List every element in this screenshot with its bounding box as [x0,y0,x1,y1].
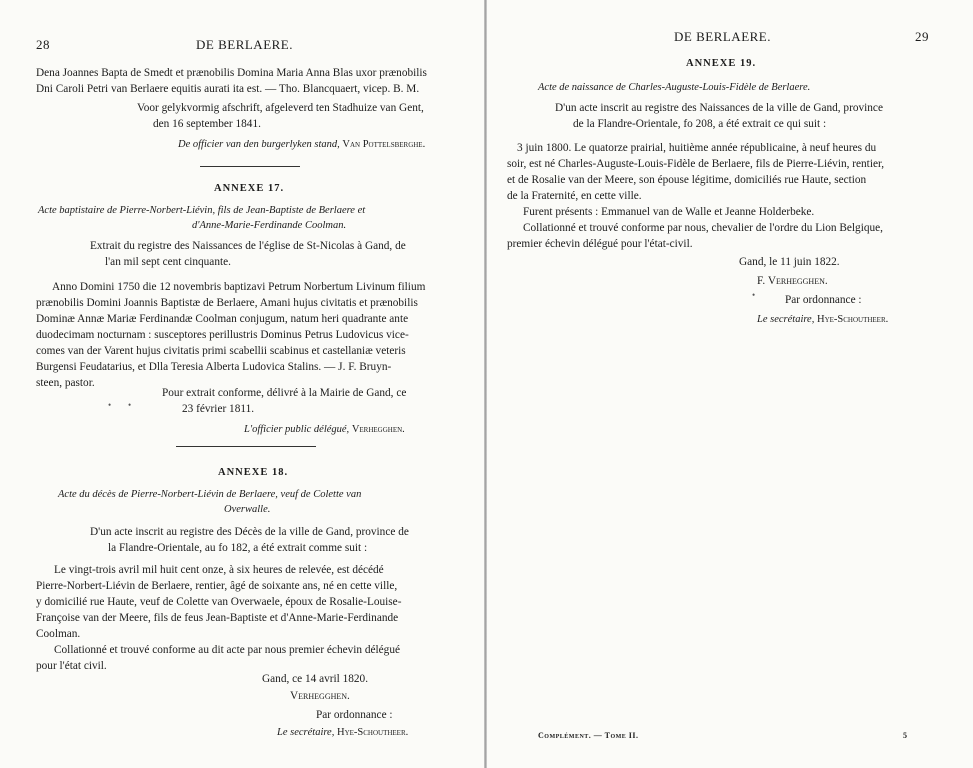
ordonnance: Par ordonnance : [316,709,393,721]
annex-title: ANNEXE 17. [214,183,285,194]
officer-signature: De officier van den burgerlyken stand, Van Pottelsberghe. [178,139,426,150]
text-line: Dni Caroli Petri van Berlaere equitis aurati ita est. — Tho. Blancquaert, vicep. B. M. [36,83,420,95]
footer-signature-mark: 5 [903,731,908,740]
ordonnance: Par ordonnance : [785,294,862,306]
left-page [0,0,484,768]
annex-subtitle: Overwalle. [224,504,271,515]
secretary-signature: Le secrétaire, Hye-Schoutheer. [277,727,409,738]
text-line: de la Flandre-Orientale, fo 208, a été extrait ce qui suit : [573,118,827,130]
text-line: Collationné et trouvé conforme par nous, chevalier de l'ordre du Lion Belgique, [523,222,883,234]
date-line: Gand, ce 14 avril 1820. [262,673,369,685]
text-line: Dena Joannes Bapta de Smedt et prænobilis Domina Maria Anna Blas uxor prænobilis [36,67,427,79]
officer-signature: L'officier public délégué, Verhegghen. [244,424,405,435]
text-line: y domicilié rue Haute, veuf de Colette van Overwaele, époux de Rosalie-Louise- [36,596,402,608]
text-line: Furent présents : Emmanuel van de Walle et Jeanne Holderbeke. [523,206,815,218]
running-head: DE BERLAERE. [196,37,293,52]
signer: Verhegghen. [290,690,350,702]
text-line: Burgensi Feudatarius, et Dlla Teresia Alberta Ludovica Stalins. — J. F. Bruyn- [36,361,392,373]
text-line: D'un acte inscrit au registre des Décès de la ville de Gand, province de [90,526,409,538]
speck: • [128,400,132,410]
text-line: Pour extrait conforme, délivré à la Mairie de Gand, ce [162,387,407,399]
annex-subtitle: Acte du décès de Pierre-Norbert-Liévin de Berlaere, veuf de Colette van [58,489,362,500]
text-line: prænobilis Domini Joannis Baptistæ de Berlaere, Amani hujus civitatis et prænobilis [36,297,418,309]
text-line: et de Rosalie van der Meere, son épouse légitime, domiciliés rue Haute, section [507,174,867,186]
text-line: Collationné et trouvé conforme au dit acte par nous premier échevin délégué [54,644,400,656]
annex-subtitle: Acte baptistaire de Pierre-Norbert-Liévin, fils de Jean-Baptiste de Berlaere et [38,205,366,216]
right-page [487,0,973,768]
text-line: Voor gelykvormig afschrift, afgeleverd ten Stadhuize van Gent, [137,102,424,114]
running-head: DE BERLAERE. [674,29,771,44]
text-line: Anno Domini 1750 die 12 novembris baptizavi Petrum Norbertum Livinum filium [52,281,426,293]
text-line: premier échevin délégué pour l'état-civil. [507,238,693,250]
annex-title: ANNEXE 19. [686,58,757,69]
text-line: 3 juin 1800. Le quatorze prairial, huitième année républicaine, à neuf heures du [517,142,877,154]
text-line: soir, est né Charles-Auguste-Louis-Fidèle de Berlaere, fils de Pierre-Liévin, rentier, [507,158,885,170]
text-line: Pierre-Norbert-Liévin de Berlaere, rentier, âgé de soixante ans, né en cette ville, [36,580,398,592]
annex-subtitle: d'Anne-Marie-Ferdinande Coolman. [192,220,347,231]
text-line: pour l'état civil. [36,660,107,672]
divider [200,166,300,167]
text-line: den 16 september 1841. [153,118,261,130]
secretary-signature: Le secrétaire, Hye-Schoutheer. [757,314,889,325]
speck: • [752,290,756,300]
text-line: l'an mil sept cent cinquante. [105,256,231,268]
page-number: 29 [915,29,929,44]
text-line: de la Fraternité, en cette ville. [507,190,642,202]
divider [176,446,316,447]
text-line: Le vingt-trois avril mil huit cent onze, à six heures de relevée, est décédé [54,564,384,576]
text-line: Dominæ Annæ Mariæ Ferdinandæ Coolman conjugum, natum heri quadrante ante [36,313,409,325]
date-line: Gand, le 11 juin 1822. [739,256,840,268]
text-line: Extrait du registre des Naissances de l'église de St-Nicolas à Gand, de [90,240,406,252]
text-line: D'un acte inscrit au registre des Naissances de la ville de Gand, province [555,102,883,114]
text-line: Coolman. [36,628,81,640]
text-line: la Flandre-Orientale, au fo 182, a été extrait comme suit : [108,542,368,554]
text-line: Françoise van der Meere, fils de feus Jean-Baptiste et d'Anne-Marie-Ferdinande [36,612,399,624]
signer: F. Verhegghen. [757,275,828,287]
text-line: duodecimam nocturnam : susceptores perillustris Dominus Petrus Ludovicus vice- [36,329,409,341]
speck: • [108,400,112,410]
page-number: 28 [36,37,50,52]
footer-volume: Complément. — Tome II. [538,731,639,740]
text-line: 23 février 1811. [182,403,255,415]
annex-subtitle: Acte de naissance de Charles-Auguste-Louis-Fidèle de Berlaere. [538,82,811,93]
text-line: comes van der Varent hujus civitatis primi scabellii scabinus et castellaniæ veteris [36,345,406,357]
text-line: steen, pastor. [36,377,95,389]
annex-title: ANNEXE 18. [218,467,289,478]
